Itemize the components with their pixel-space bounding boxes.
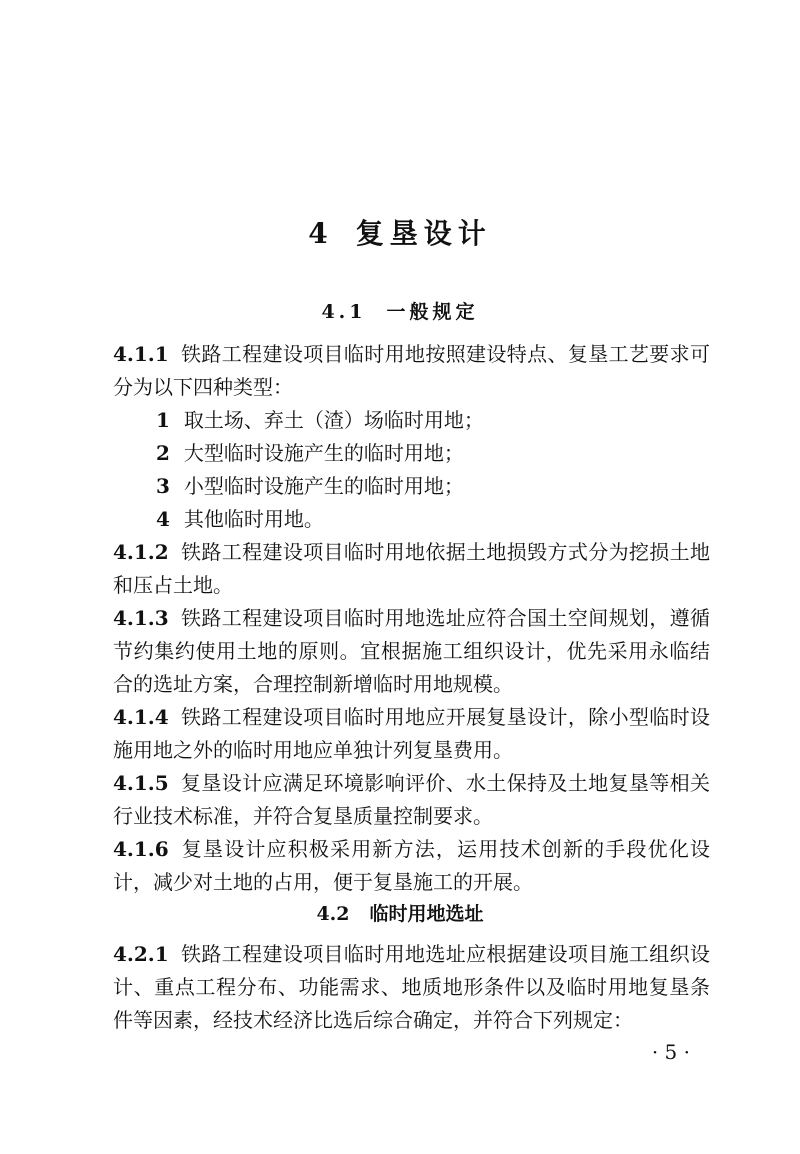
section-4-1-body <box>113 338 710 899</box>
item-text: 小型临时设施产生的临时用地； <box>183 474 464 498</box>
clause-text: 复垦设计应积极采用新方法，运用技术创新的手段优化设计，减少对土地的占用，便于复垦施工的开展。 <box>113 837 710 894</box>
list-item <box>113 404 710 437</box>
clause-4-1-3 <box>113 602 710 701</box>
item-number: 4 <box>156 507 170 531</box>
clause-text: 铁路工程建设项目临时用地选址应符合国土空间规划，遵循节约集约使用土地的原则。宜根据施工组织设计，优先采用永临结合的选址方案，合理控制新增临时用地规模。 <box>113 606 710 696</box>
item-number: 2 <box>156 441 170 465</box>
clause-number: 4.1.2 <box>113 540 169 564</box>
page-number: · 5 · <box>651 1040 690 1064</box>
chapter-title <box>0 212 800 252</box>
section-title-4-2 <box>0 899 800 926</box>
chapter-number: 4 <box>308 217 334 250</box>
clause-4-1-4 <box>113 701 710 767</box>
clause-number: 4.1.4 <box>113 705 169 729</box>
clause-number: 4.2.1 <box>113 942 169 966</box>
item-text: 其他临时用地。 <box>183 507 324 531</box>
section-number: 4.2 <box>316 903 350 925</box>
clause-text: 铁路工程建设项目临时用地依据土地损毁方式分为挖损土地和压占土地。 <box>113 540 710 597</box>
section-title-text: 临时用地选址 <box>369 903 484 925</box>
item-number: 1 <box>156 408 170 432</box>
clause-number: 4.1.1 <box>113 342 169 366</box>
clause-text: 复垦设计应满足环境影响评价、水土保持及土地复垦等相关行业技术标准，并符合复垦质量控制要求。 <box>113 771 710 828</box>
clause-text: 铁路工程建设项目临时用地按照建设特点、复垦工艺要求可分为以下四种类型： <box>113 342 710 399</box>
section-title-4-1 <box>0 297 800 324</box>
item-number: 3 <box>156 474 170 498</box>
chapter-title-text: 复垦设计 <box>355 217 492 250</box>
clause-4-1-5 <box>113 767 710 833</box>
list-item <box>113 503 710 536</box>
clause-number: 4.1.3 <box>113 606 169 630</box>
clause-text: 铁路工程建设项目临时用地选址应根据建设项目施工组织设计、重点工程分布、功能需求、地质地形条件以及临时用地复垦条件等因素，经技术经济比选后综合确定，并符合下列规定： <box>113 942 710 1032</box>
clause-4-1-2 <box>113 536 710 602</box>
section-number: 4.1 <box>321 301 367 323</box>
section-4-2-body <box>113 938 710 1037</box>
clause-4-1-1 <box>113 338 710 404</box>
list-item <box>113 470 710 503</box>
clause-number: 4.1.5 <box>113 771 169 795</box>
clause-4-2-1 <box>113 938 710 1037</box>
section-title-text: 一般规定 <box>386 301 479 323</box>
clause-4-1-6 <box>113 833 710 899</box>
item-text: 大型临时设施产生的临时用地； <box>183 441 464 465</box>
list-item <box>113 437 710 470</box>
clause-number: 4.1.6 <box>113 837 169 861</box>
item-text: 取土场、弃土（渣）场临时用地； <box>183 408 484 432</box>
clause-text: 铁路工程建设项目临时用地应开展复垦设计，除小型临时设施用地之外的临时用地应单独计列复垦费用。 <box>113 705 710 762</box>
